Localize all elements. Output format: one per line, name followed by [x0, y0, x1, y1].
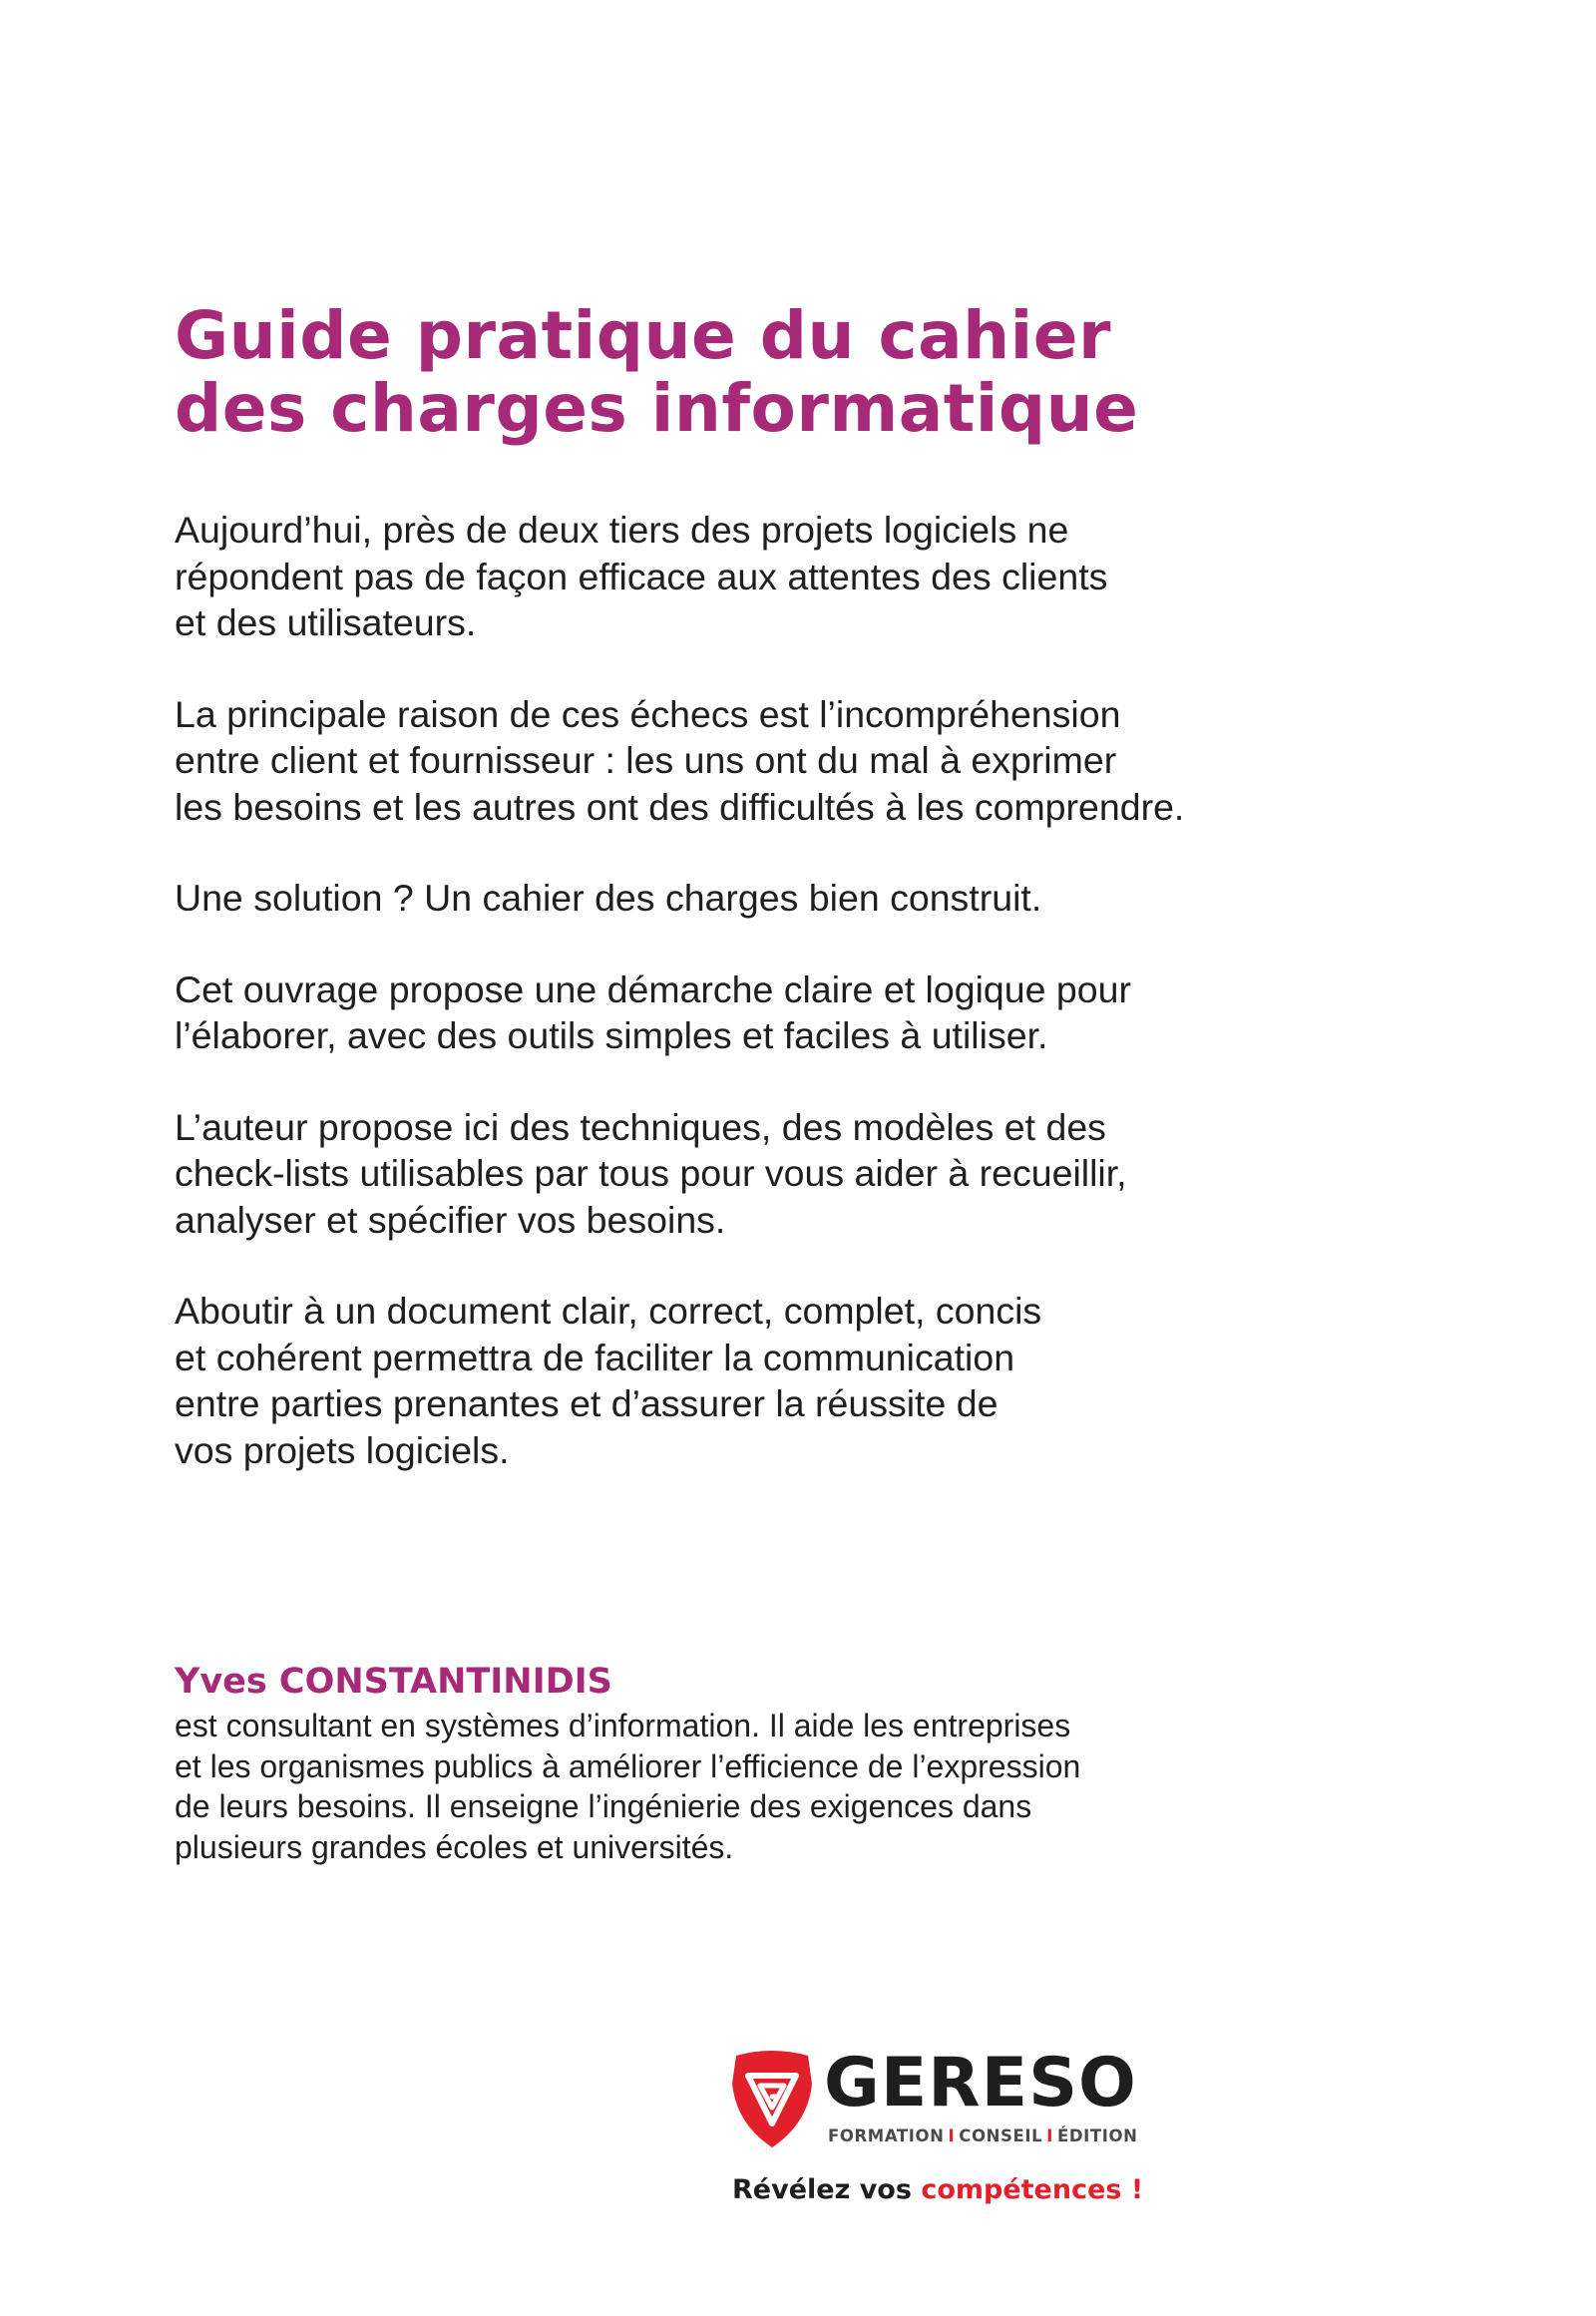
author-bio-line: est consultant en systèmes d’information. Il aide les entreprises [175, 1708, 1071, 1743]
author-block [175, 1660, 1322, 1867]
back-cover-description [175, 507, 1322, 1518]
book-title-line: Guide pratique du cahier [175, 297, 1112, 374]
text-line: entre client et fournisseur : les uns ont du mal à exprimer [175, 739, 1117, 781]
text-line: vos projets logiciels. [175, 1428, 510, 1471]
text-line: check-lists utilisables par tous pour vous aider à recueillir, [175, 1152, 1127, 1194]
text-line: et cohérent permettra de faciliter la communication [175, 1336, 1015, 1378]
author-bio-line: de leurs besoins. Il enseigne l’ingénierie des exigences dans [175, 1788, 1032, 1824]
book-title-line: des charges informatique [175, 370, 1139, 447]
service-formation: FORMATION [828, 2126, 945, 2145]
text-line: et des utilisateurs. [175, 601, 477, 643]
description-paragraph [175, 691, 1322, 831]
author-bio-line: et les organismes publics à améliorer l’efficience de l’expression [175, 1747, 1081, 1784]
service-edition: ÉDITION [1057, 2126, 1138, 2145]
tagline-accent: compétences ! [921, 2174, 1144, 2205]
description-paragraph [175, 1288, 1322, 1473]
service-separator: I [948, 2126, 956, 2145]
service-conseil: CONSEIL [959, 2126, 1043, 2145]
description-paragraph [175, 1104, 1322, 1244]
gereso-shield-logo-icon [728, 2050, 816, 2149]
author-bio-line: plusieurs grandes écoles et universités. [175, 1828, 734, 1865]
publisher-logo [728, 2044, 1167, 2229]
publisher-services [828, 2126, 1138, 2146]
service-separator: I [1046, 2126, 1053, 2145]
tagline-prefix: Révélez vos [732, 2174, 922, 2205]
text-line: Aujourd’hui, près de deux tiers des projets logiciels ne [175, 509, 1069, 551]
author-bio [175, 1706, 1322, 1867]
publisher-wordmark: GERESO [824, 2044, 1137, 2123]
text-line: Aboutir à un document clair, correct, complet, concis [175, 1290, 1042, 1332]
text-line: Cet ouvrage propose une démarche claire et logique pour [175, 967, 1131, 1010]
text-line: analyser et spécifier vos besoins. [175, 1198, 726, 1241]
author-name: Yves CONSTANTINIDIS [175, 1662, 612, 1702]
text-line: La principale raison de ces échecs est l’incompréhension [175, 692, 1121, 735]
description-paragraph [175, 875, 1322, 922]
text-line: entre parties prenantes et d’assurer la réussite de [175, 1382, 998, 1424]
text-line: les besoins et les autres ont des difficultés à les comprendre. [175, 785, 1185, 828]
text-line: répondent pas de façon efficace aux attentes des clients [175, 555, 1108, 597]
description-paragraph [175, 507, 1322, 646]
description-paragraph [175, 966, 1322, 1059]
text-line: L’auteur propose ici des techniques, des modèles et des [175, 1105, 1106, 1148]
publisher-tagline [732, 2173, 1143, 2207]
text-line: Une solution ? Un cahier des charges bien construit. [175, 877, 1042, 919]
text-line: l’élaborer, avec des outils simples et faciles à utiliser. [175, 1014, 1048, 1056]
book-title [175, 299, 1372, 445]
